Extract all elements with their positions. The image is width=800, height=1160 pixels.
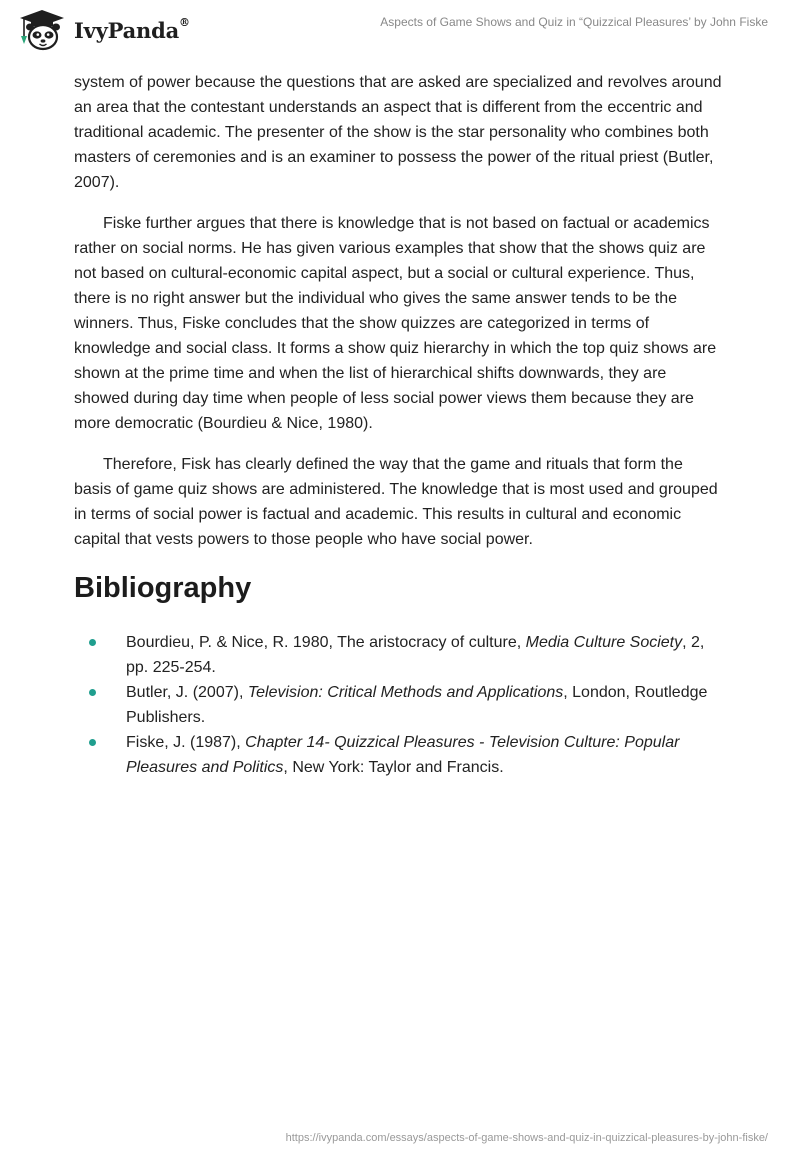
body-paragraph: Therefore, Fisk has clearly defined the way that the game and rituals that form the basis of game quiz shows are administered. The knowledge that is most used and grouped in terms of social power is factual and academic. This results in cultural and economic capital that vests powers to those people who have social power. xyxy=(74,456,718,548)
panda-graduate-icon xyxy=(16,8,68,52)
bibliography-entry: Bourdieu, P. & Nice, R. 1980, The aristocracy of culture, Media Culture Society, 2, pp. 225-254. xyxy=(74,630,724,680)
body-paragraph: Fiske further argues that there is knowledge that is not based on factual or academics rather on social norms. He has given various examples that show that the shows quiz are not based on cultural-economic capital aspect, but a social or cultural experience. Thus, there is no right answer but the individual who gives the same answer tends to be the winners. Thus, Fiske concludes that the show quizzes are categorized in terms of knowledge and social class. It forms a show quiz hierarchy in which the top quiz shows are shown at the prime time and when the list of hierarchical shifts downwards, they are showed during day time when people of less social power views them because they are more democratic (Bourdieu & Nice, 1980). xyxy=(74,215,717,432)
source-url-link[interactable]: https://ivypanda.com/essays/aspects-of-game-shows-and-quiz-in-quizzical-pleasures-by-john-fiske/ xyxy=(285,1132,768,1144)
bullet-icon xyxy=(89,689,96,696)
bibliography-entry: Fiske, J. (1987), Chapter 14- Quizzical Pleasures - Television Culture: Popular Pleasures and Politics, New York: Taylor and Francis. xyxy=(74,730,724,780)
document-title: Aspects of Game Shows and Quiz in “Quizzical Pleasures’ by John Fiske xyxy=(380,15,768,29)
body-paragraph: system of power because the questions that are asked are specialized and revolves around an area that the contestant understands an aspect that is different from the eccentric and traditional academic. The presenter of the show is the star personality who combines both masters of ceremonies and is an examiner to possess the power of the ritual priest (Butler, 2007). xyxy=(74,74,722,191)
bibliography-list xyxy=(74,630,724,780)
logo-wordmark: IvyPanda® xyxy=(74,15,190,43)
bullet-icon xyxy=(89,639,96,646)
bullet-icon xyxy=(89,739,96,746)
page-header xyxy=(0,0,800,60)
bibliography-entry: Butler, J. (2007), Television: Critical Methods and Applications, London, Routledge Publishers. xyxy=(74,680,724,730)
essay-content xyxy=(74,70,724,780)
bibliography-heading: Bibliography xyxy=(74,572,252,604)
ivypanda-logo[interactable] xyxy=(16,8,190,52)
